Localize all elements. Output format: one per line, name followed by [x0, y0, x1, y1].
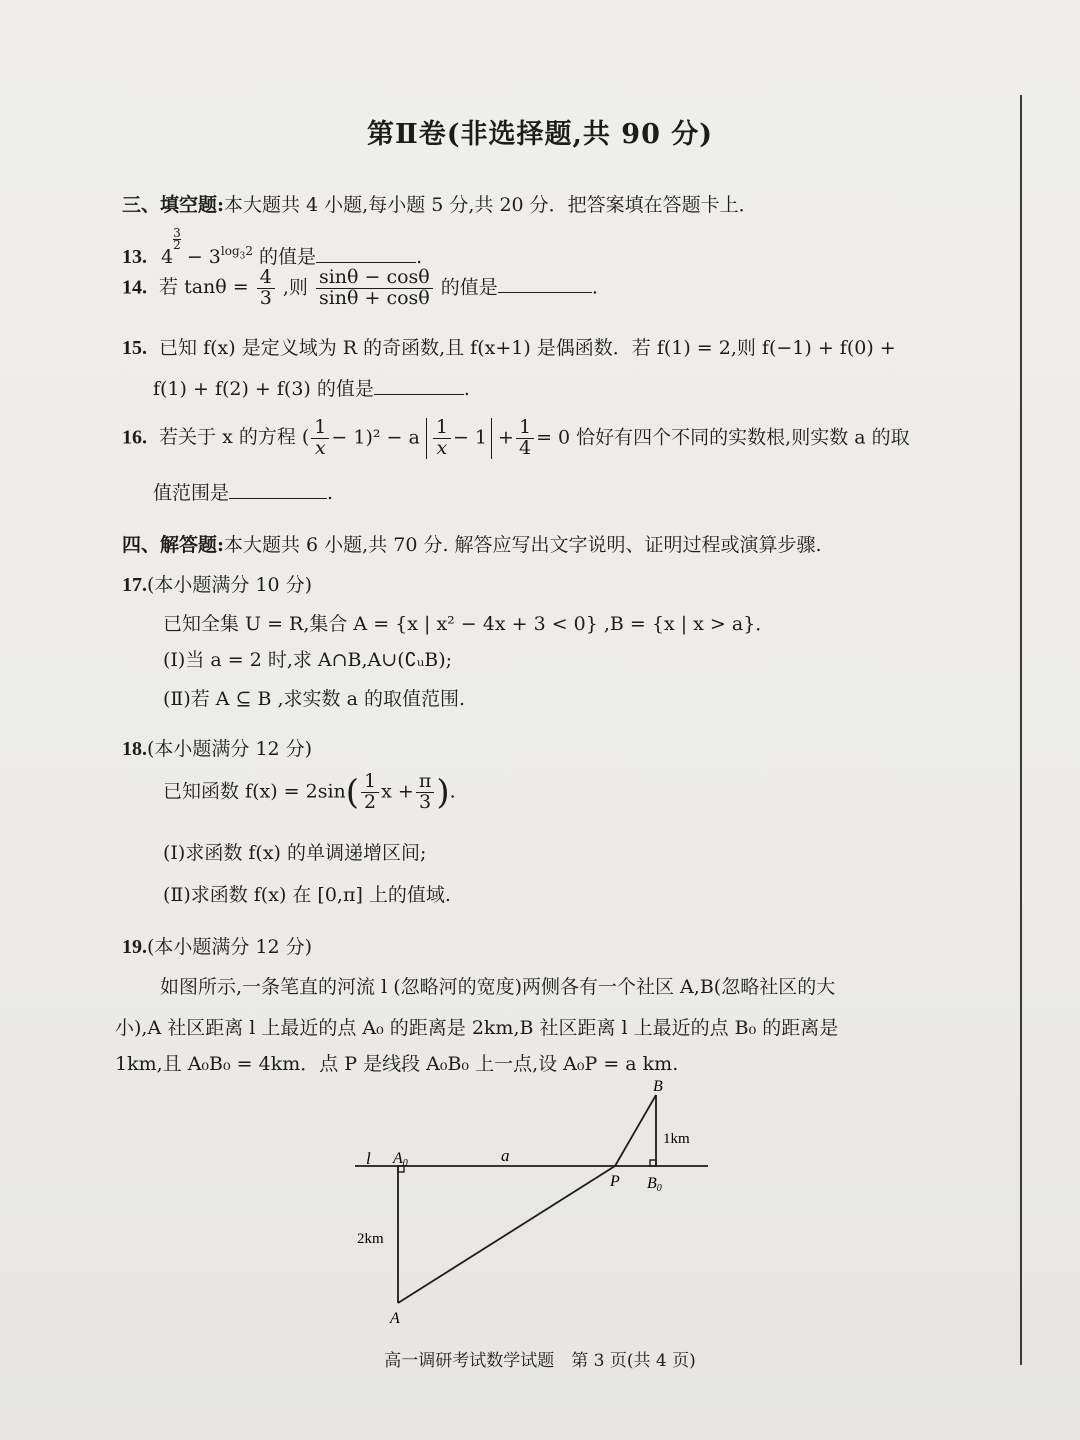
question-16-line-2 [153, 478, 333, 505]
q18-half [361, 772, 379, 813]
q13-exp-den: 2 [173, 237, 181, 252]
q14-ratio-num: sinθ − cosθ [316, 268, 433, 289]
page-footer: 高一调研考试数学试题 第 3 页(共 4 页) [384, 1351, 696, 1371]
q14-fraction-4-3 [257, 268, 275, 309]
q13-exp-num: 3 [173, 226, 181, 240]
section-3-heading [122, 190, 758, 217]
q16-mid1: − 1)² − a [331, 426, 420, 449]
q14-prefix: 若 tanθ = [159, 276, 249, 299]
section-4-heading [122, 530, 822, 557]
question-18-number: 18. [122, 738, 147, 760]
q13-tail: 的值是 [259, 245, 317, 268]
q16-q-num: 1 [516, 418, 534, 439]
q13-log-base: 3 [239, 251, 246, 262]
q16-a-num: 1 [311, 418, 329, 439]
q16-end: . [327, 482, 334, 504]
q16-quarter [516, 418, 534, 459]
q16-plus: + [498, 426, 514, 449]
label-a: a [501, 1146, 510, 1165]
question-15-line-1 [122, 333, 896, 360]
q15-end: . [463, 378, 470, 400]
label-B0 [647, 1175, 662, 1194]
river-community-diagram [340, 1075, 720, 1335]
section-4-instructions: 本大题共 6 小题,共 70 分. 解答应写出文字说明、证明过程或演算步骤. [224, 534, 822, 556]
q18-pi-third [416, 772, 435, 813]
q19-line-3: 1km,且 A₀B₀ = 4km．点 P 是线段 A₀B₀ 上一点,设 A₀P = a km. [115, 1053, 679, 1075]
q16-a-den: x [314, 436, 326, 459]
label-B0-main: B [647, 1175, 657, 1192]
q18-pi-den: 3 [419, 790, 432, 813]
q13-log-arg: 2 [245, 244, 253, 259]
section-4-label: 四、解答题: [122, 534, 225, 556]
q16-prefix: 若关于 x 的方程 ( [159, 426, 310, 449]
q18-line-2: (Ⅰ)求函数 f(x) 的单调递增区间; [163, 842, 427, 864]
q14-tail: 的值是 [440, 276, 498, 299]
q19-line-2: 小),A 社区距离 l 上最近的点 A₀ 的距离是 2km,B 社区距离 l 上最近的点 B₀ 的距离是 [115, 1017, 839, 1039]
q16-q-den: 4 [518, 436, 532, 459]
label-A0-main: A [393, 1150, 403, 1167]
question-18-header [122, 734, 312, 761]
q17-line-1: 已知全集 U = R,集合 A = {x | x² − 4x + 3 < 0} ,B = {x | x > a}． [163, 613, 775, 635]
question-19-number: 19. [122, 936, 147, 958]
q16-absolute-value [426, 418, 492, 459]
q17-line-2: (Ⅰ)当 a = 2 时,求 A∩B,A∪(∁ᵤB); [163, 649, 453, 671]
label-l: l [366, 1149, 371, 1168]
q16-text-2: 值范围是 [153, 482, 230, 504]
label-A0-sub: 0 [402, 1158, 408, 1169]
q13-log-exponent [220, 244, 253, 262]
label-2km: 2km [357, 1231, 384, 1247]
segment-P-B [615, 1095, 656, 1166]
question-13 [122, 228, 422, 269]
q18-end: . [449, 780, 456, 803]
q16-b-den: x [436, 436, 448, 459]
q16-tail: = 0 恰好有四个不同的实数根,则实数 a 的取 [536, 426, 910, 449]
question-15-number: 15. [122, 337, 147, 359]
q16-one-over-x-a [311, 418, 329, 459]
page-title: 第Ⅱ卷(非选择题,共 90 分) [366, 119, 714, 150]
q18-left-paren: ( [345, 772, 360, 813]
binding-line [1020, 95, 1022, 1365]
question-19-header [122, 932, 312, 959]
q14-answer-blank [498, 274, 592, 293]
question-14 [122, 268, 598, 309]
question-16-line-1 [122, 418, 910, 459]
question-17-number: 17. [122, 574, 147, 596]
right-angle-mark-B0 [650, 1160, 656, 1166]
q14-frac-num: 4 [257, 268, 275, 289]
q15-text-2: f(1) + f(2) + f(3) 的值是 [153, 378, 374, 400]
q13-minus-three: − 3 [180, 245, 221, 268]
label-A0 [392, 1150, 408, 1169]
q14-end: . [591, 276, 598, 299]
q16-mid2: − 1 [452, 426, 487, 449]
q16-answer-blank [229, 480, 327, 499]
q17-score: (本小题满分 10 分) [147, 574, 313, 596]
q16-b-num: 1 [433, 418, 451, 439]
segment-A-P [398, 1166, 615, 1303]
label-1km: 1km [663, 1131, 690, 1147]
question-13-number: 13. [122, 245, 147, 268]
q13-exponent-fraction [173, 228, 181, 251]
question-17-header [122, 570, 312, 597]
q16-one-over-x-b [433, 418, 451, 459]
q19-line-1: 如图所示,一条笔直的河流 l (忽略河的宽度)两侧各有一个社区 A,B(忽略社区的大 [160, 976, 836, 998]
label-B: B [653, 1078, 663, 1095]
q18-line-1 [163, 772, 456, 813]
q18-right-paren: ) [436, 772, 450, 813]
label-B0-sub: 0 [656, 1183, 662, 1194]
q14-frac-den: 3 [259, 286, 272, 309]
q18-half-den: 2 [364, 790, 377, 813]
q18-pi-num: π [416, 772, 435, 793]
q14-ratio-den: sinθ + cosθ [318, 286, 430, 309]
q19-score: (本小题满分 12 分) [147, 936, 313, 958]
q15-answer-blank [374, 376, 464, 395]
q18-prefix: 已知函数 f(x) = 2sin [163, 780, 346, 803]
q13-log: log [220, 244, 240, 259]
q15-text-1: 已知 f(x) 是定义域为 R 的奇函数,且 f(x+1) 是偶函数．若 f(1) = 2,则 f(−1) + f(0) + [159, 337, 896, 359]
q13-base: 4 [161, 245, 174, 268]
q13-end: . [416, 245, 423, 268]
q13-answer-blank [316, 244, 416, 263]
q18-xplus: x + [381, 780, 414, 803]
question-15-line-2 [153, 374, 470, 401]
label-P: P [610, 1173, 620, 1190]
q18-half-num: 1 [361, 772, 379, 793]
q14-ratio-fraction [316, 268, 433, 309]
question-14-number: 14. [122, 276, 147, 299]
q18-line-3: (Ⅱ)求函数 f(x) 在 [0,π] 上的值域. [163, 884, 451, 906]
section-3-instructions: 本大题共 4 小题,每小题 5 分,共 20 分．把答案填在答题卡上． [224, 194, 758, 216]
question-16-number: 16. [122, 426, 147, 449]
q17-line-3: (Ⅱ)若 A ⊆ B ,求实数 a 的取值范围. [163, 688, 465, 710]
q14-mid: ,则 [282, 276, 308, 299]
q18-score: (本小题满分 12 分) [147, 738, 313, 760]
section-3-label: 三、填空题: [122, 194, 225, 216]
label-A: A [390, 1310, 400, 1327]
